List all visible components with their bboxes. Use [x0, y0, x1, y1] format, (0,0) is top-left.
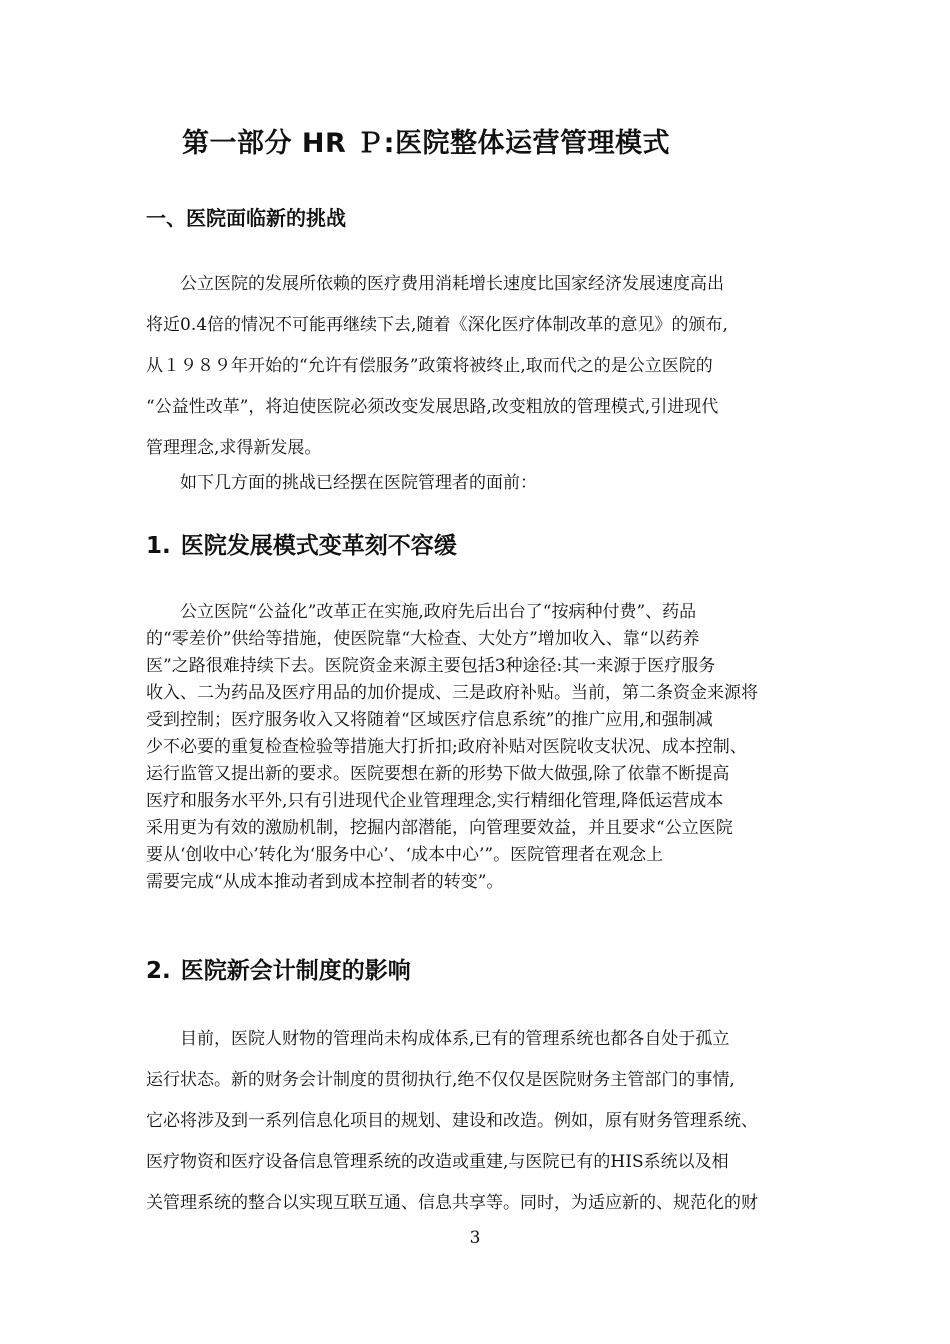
page-number: 3 — [469, 1228, 481, 1248]
paragraph-line: 将近0.4倍的情况不可能再继续下去,随着《深化医疗体制改革的意见》的颁布, — [146, 315, 728, 335]
challenges-lead — [146, 463, 826, 504]
paragraph-line: 如下几方面的挑战已经摆在医院管理者的面前： — [146, 473, 537, 493]
page-title: 第一部分 HR Ｐ:医院整体运营管理模式 — [182, 128, 670, 159]
paragraph-line: 少不必要的重复检查检验等措施大打折扣;政府补贴对医院收支状况、成本控制、 — [146, 737, 747, 757]
paragraph-line: 采用更为有效的激励机制，挖掘内部潜能，向管理要效益，并且要求“公立医院 — [146, 818, 733, 838]
paragraph-line: 管理理念,求得新发展。 — [146, 438, 322, 458]
subsection-1-paragraph — [146, 599, 826, 896]
paragraph-line: 运行监管又提出新的要求。医院要想在新的形势下做大做强,除了依靠不断提高 — [146, 764, 730, 784]
paragraph-line: “公益性改革”，将迫使医院必须改变发展思路,改变粗放的管理模式,引进现代 — [146, 397, 719, 417]
paragraph-line: 需要完成“从成本推动者到成本控制者的转变”。 — [146, 872, 504, 892]
paragraph-line: 关管理系统的整合以实现互联互通、信息共享等。同时，为适应新的、规范化的财 — [146, 1193, 758, 1213]
subsection-title: 医院新会计制度的影响 — [180, 958, 411, 984]
paragraph-line: 公立医院的发展所依赖的医疗费用消耗增长速度比国家经济发展速度高出 — [146, 274, 724, 294]
subsection-title: 医院发展模式变革刻不容缓 — [180, 533, 457, 559]
subsection-number: 1. — [146, 533, 171, 559]
paragraph-line: 运行状态。新的财务会计制度的贯彻执行,绝不仅仅是医院财务主管部门的事情, — [146, 1070, 735, 1090]
paragraph-line: 目前，医院人财物的管理尚未构成体系,已有的管理系统也都各自处于孤立 — [146, 1029, 730, 1049]
paragraph-line: 从１９８９年开始的“允许有偿服务”政策将被终止,取而代之的是公立医院的 — [146, 356, 713, 376]
subsection-2-paragraph — [146, 1019, 826, 1224]
subsection-number: 2. — [146, 958, 171, 984]
section-heading: 一、医院面临新的挑战 — [146, 206, 346, 230]
paragraph-line: 的“零差价”供给等措施，使医院靠“大检查、大处方”增加收入、靠“以药养 — [146, 629, 700, 649]
paragraph-line: 医疗和服务水平外,只有引进现代企业管理理念,实行精细化管理,降低运营成本 — [146, 791, 724, 811]
intro-paragraph — [146, 264, 826, 469]
paragraph-line: 受到控制；医疗服务收入又将随着“区域医疗信息系统”的推广应用,和强制减 — [146, 710, 713, 730]
paragraph-line: 它必将涉及到一系列信息化项目的规划、建设和改造。例如，原有财务管理系统、 — [146, 1111, 758, 1131]
paragraph-line: 要从‘创收中心’转化为‘服务中心’、‘成本中心’”。医院管理者在观念上 — [146, 845, 664, 865]
paragraph-line: 医疗物资和医疗设备信息管理系统的改造或重建,与医院已有的HIS系统以及相 — [146, 1152, 729, 1172]
subsection-heading-1 — [146, 529, 457, 563]
paragraph-line: 医”之路很难持续下去。医院资金来源主要包括3种途径:其一来源于医疗服务 — [146, 656, 716, 676]
paragraph-line: 公立医院“公益化”改革正在实施,政府先后出台了“按病种付费”、药品 — [146, 602, 697, 622]
subsection-heading-2 — [146, 954, 411, 988]
paragraph-line: 收入、二为药品及医疗用品的加价提成、三是政府补贴。当前，第二条资金来源将 — [146, 683, 758, 703]
